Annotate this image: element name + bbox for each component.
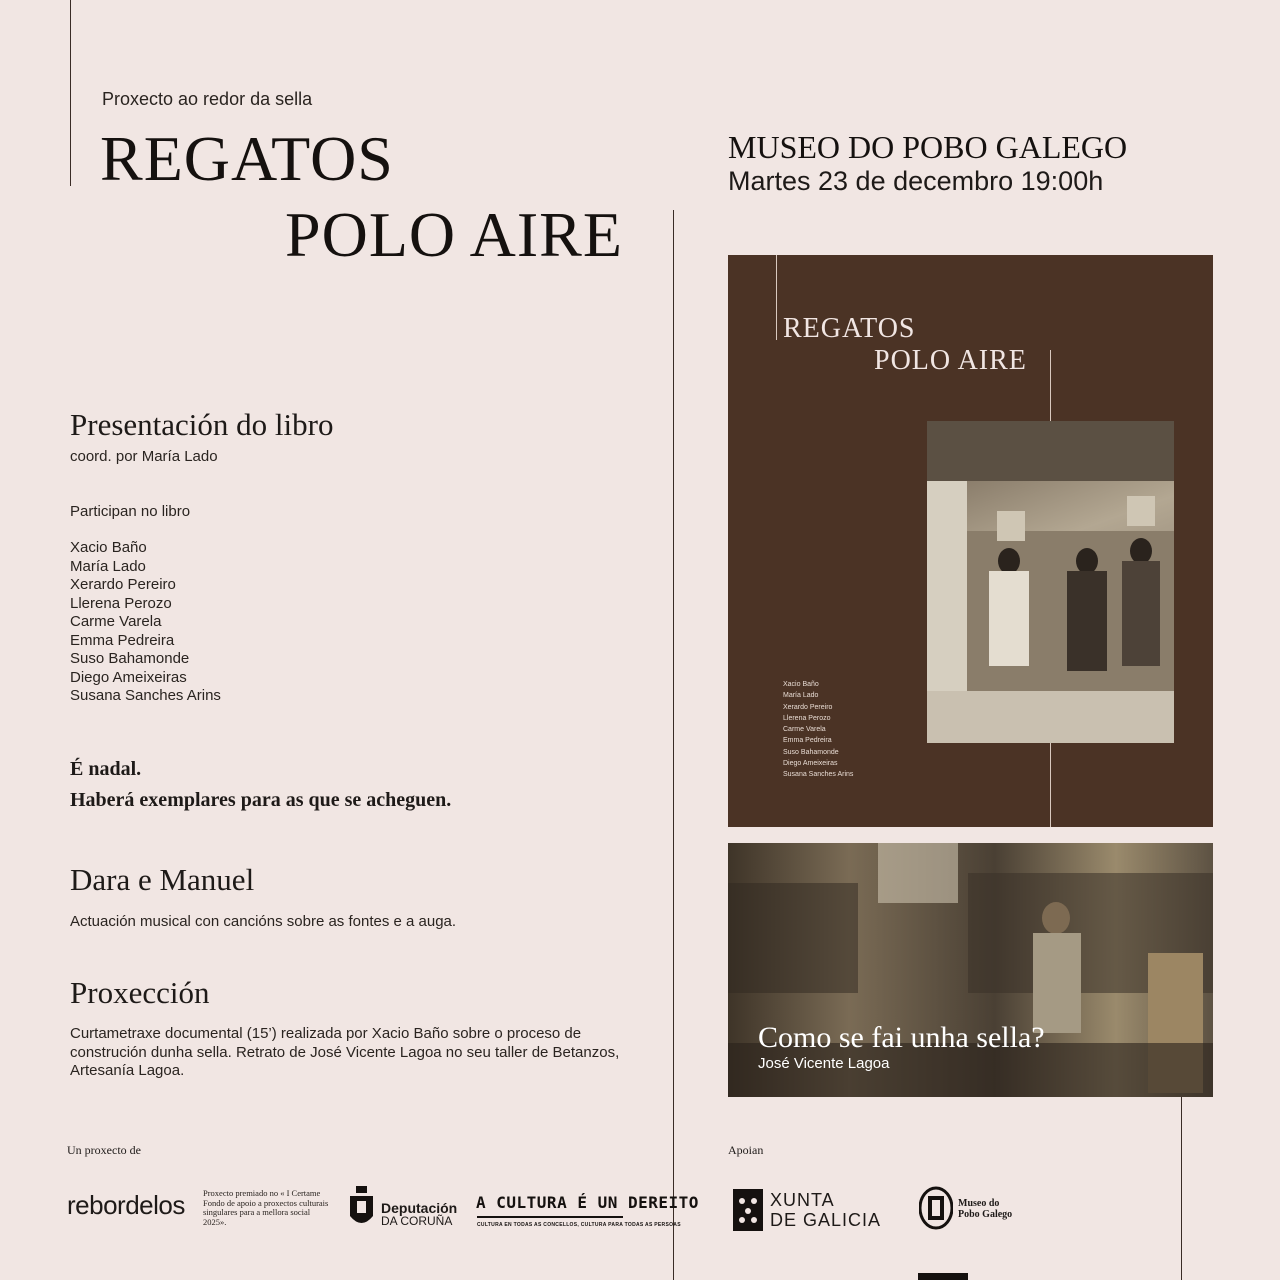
divider-top-left <box>70 0 71 186</box>
author-item: Xacio Baño <box>70 539 147 556</box>
cover-author-item: Xerardo Pereiro <box>783 703 833 711</box>
award-text: Proxecto premiado no « I Certame Fondo de apoio a proxectos culturais singulares para a mellora social 2025». <box>203 1188 329 1227</box>
cover-author-item: Xacio Baño <box>783 681 819 688</box>
xunta-crest-icon <box>733 1189 763 1231</box>
title-line-2: POLO AIRE <box>285 199 623 270</box>
author-item: Emma Pedreira <box>70 631 175 649</box>
cultura-tagline: CULTURA EN TODAS AS CONCELLOS, CULTURA PARA TODAS AS PERSOAS <box>477 1222 681 1228</box>
cover-title-line-1: REGATOS <box>783 313 916 344</box>
christmas-line-2: Haberá exemplares para as que se acheguen. <box>70 789 452 811</box>
author-item: Llerena Perozo <box>70 594 172 612</box>
event-venue: MUSEO DO POBO GALEGO <box>728 129 1128 165</box>
cover-title-line-2: POLO AIRE <box>874 345 1027 376</box>
project-subtitle: Proxecto ao redor da sella <box>102 89 313 109</box>
presentation-coord: coord. por María Lado <box>70 448 218 465</box>
deputacion-crest-icon <box>348 1186 375 1230</box>
authors-list <box>70 539 221 706</box>
screening-description: Curtametraxe documental (15’) realizada por Xacio Baño sobre o proceso de construción dunha sella. Retrato de José Vicente Lagoa no seu taller de Betanzos, Artesanía Lagoa. <box>70 1025 620 1079</box>
author-item: Susana Sanches Arins <box>70 687 221 704</box>
divider-center <box>673 210 674 1280</box>
author-item: Xerardo Pereiro <box>70 576 176 593</box>
cover-author-item: Susana Sanches Arins <box>783 771 854 779</box>
cover-author-item: Diego Ameixeiras <box>783 760 838 768</box>
christmas-line-1: É nadal. <box>70 758 142 780</box>
rebordelos-logo: rebordelos <box>67 1190 185 1220</box>
cover-author-item: Emma Pedreira <box>783 737 832 745</box>
cover-author-item: María Lado <box>783 692 819 700</box>
book-cover <box>728 255 1213 827</box>
museo-logo-line-2: Pobo Galego <box>958 1209 1013 1220</box>
screening-heading: Proxección <box>70 975 210 1010</box>
project-by-label: Un proxecto de <box>67 1143 141 1157</box>
deputacion-logo-line-2: DA CORUÑA <box>381 1214 453 1228</box>
participants-heading: Participan no libro <box>70 503 191 520</box>
title-line-1: REGATOS <box>100 123 394 194</box>
xunta-logo-line-1: XUNTA <box>770 1190 835 1210</box>
music-heading: Dara e Manuel <box>70 862 255 897</box>
documentary-subtitle: José Vicente Lagoa <box>758 1055 890 1072</box>
cover-photo <box>927 421 1174 743</box>
documentary-title: Como se fai unha sella? <box>758 1021 1045 1054</box>
support-label: Apoian <box>728 1143 764 1157</box>
cover-photo-illustration <box>927 421 1174 743</box>
divider-bottom-right <box>1181 1097 1182 1280</box>
event-datetime: Martes 23 de decembro 19:00h <box>728 166 1104 196</box>
cultura-logo: A CULTURA É UN DEREITO <box>476 1193 699 1212</box>
author-item: Carme Varela <box>70 613 162 630</box>
cultura-underline <box>477 1216 623 1218</box>
author-item: María Lado <box>70 557 146 575</box>
cover-author-item: Carme Varela <box>783 726 826 734</box>
cover-line-left <box>776 255 777 340</box>
decorative-bar <box>918 1273 968 1280</box>
xunta-logo-line-2: DE GALICIA <box>770 1210 882 1230</box>
cover-author-item: Llerena Perozo <box>783 714 831 722</box>
xunta-crest-shape <box>733 1189 763 1231</box>
museo-logo-line-1: Museo do <box>958 1198 1000 1209</box>
museo-logo-icon <box>919 1186 953 1230</box>
cover-author-item: Suso Bahamonde <box>783 748 839 756</box>
presentation-heading: Presentación do libro <box>70 407 334 442</box>
music-description: Actuación musical con cancións sobre as fontes e a auga. <box>70 913 457 930</box>
cover-authors-list <box>783 679 853 781</box>
documentary-still <box>728 843 1213 1097</box>
deputacion-logo-line-1: Deputación <box>381 1200 458 1216</box>
author-item: Diego Ameixeiras <box>70 668 187 686</box>
author-item: Suso Bahamonde <box>70 650 190 667</box>
